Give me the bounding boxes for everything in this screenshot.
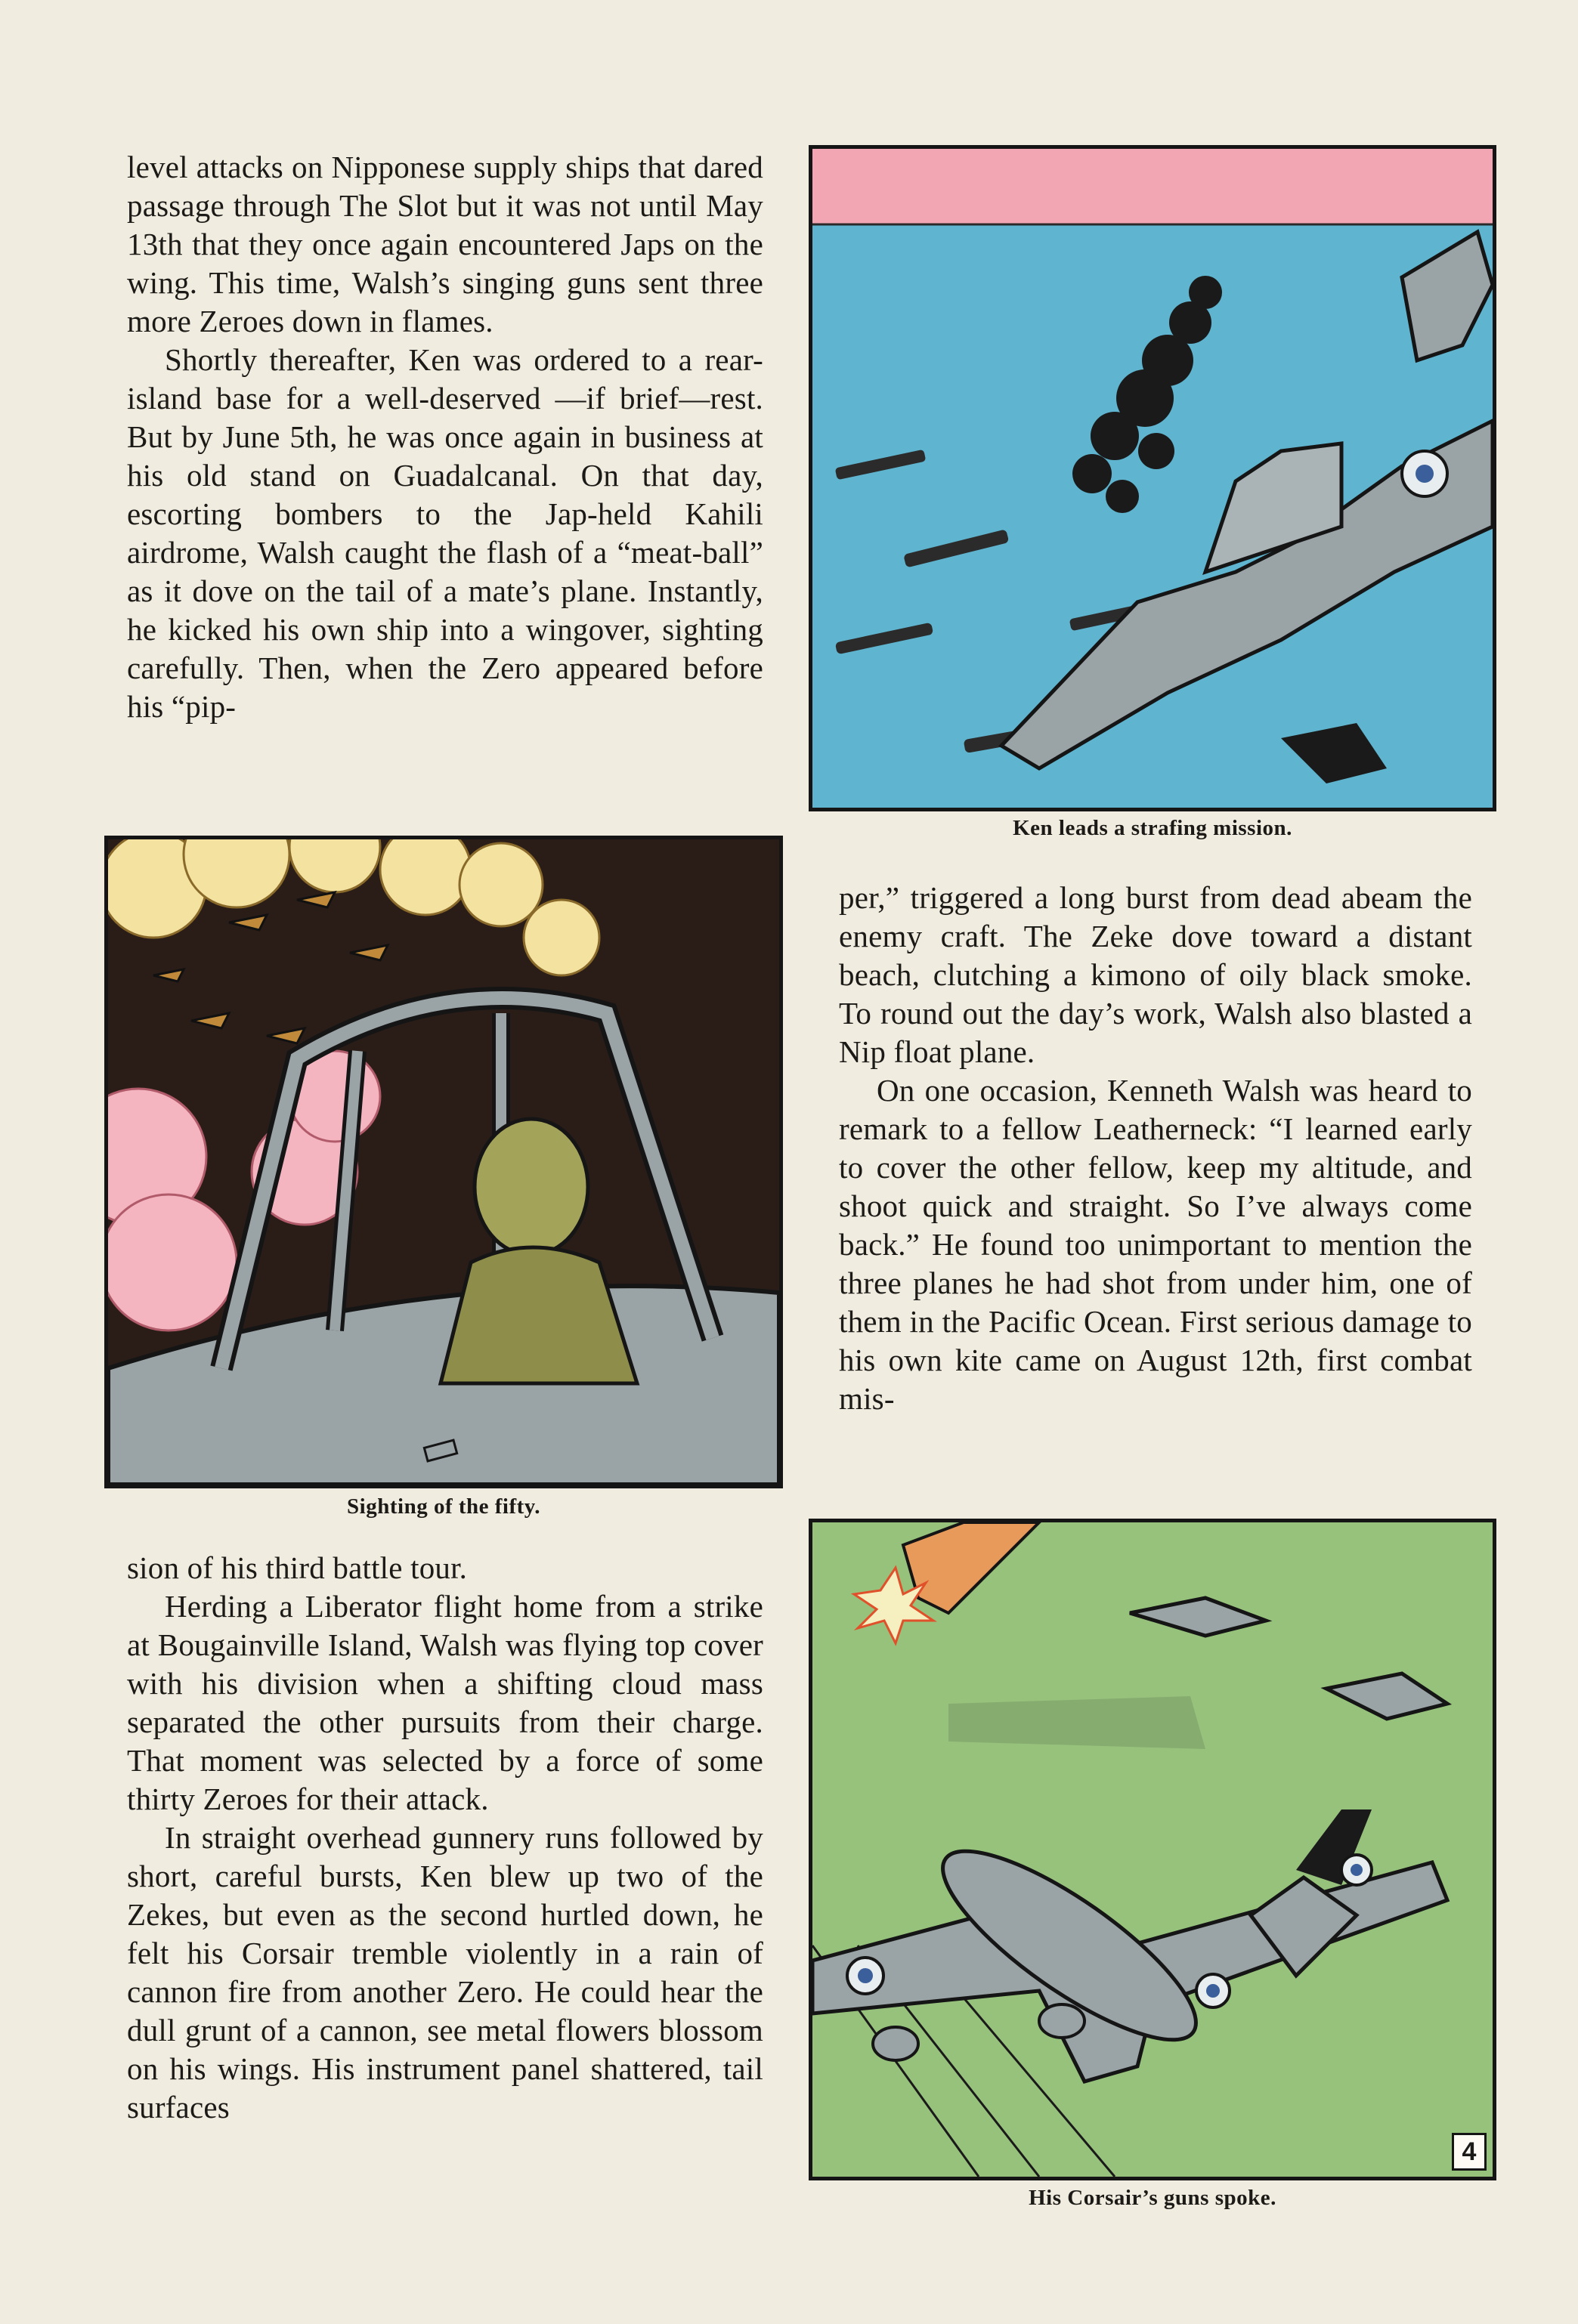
paragraph: Shortly thereafter, Ken was ordered to a rear-island base for a well-deserved —if brief—rest. But by June 5th, he was once again in business at his old stand on Guadalcanal. On that day, escorting bombers to the Jap-held Kahili airdrome, Walsh caught the flash of a “meat-ball” as it dove on the tail of a mate’s plane. Instantly, he kicked his own ship into a wingover, sighting carefully. Then, when the Zero appeared before his “pip- [127,342,763,724]
panel-sighting-cockpit [104,836,783,1488]
paragraph: In straight overhead gunnery runs followed by short, careful bursts, Ken blew up two of the Zekes, but even as the second hurtled down, he felt his Corsair tremble violently in a rain of cannon fire from another Zero. He could hear the dull grunt of a cannon, see metal flowers blossom on his wings. His instrument panel shattered, tail surfaces [127,1820,763,2125]
paragraph: per,” triggered a long burst from dead abeam the enemy craft. The Zeke dove toward a distant beach, clutching a kimono of oily black smoke. To round out the day’s work, Walsh also blasted a Nip float plane. [839,880,1472,1069]
corsair-dogfight-illustration [812,1522,1493,2177]
text-column-middle-right [839,879,1472,1418]
paragraph: Herding a Liberator flight home from a strike at Bougainville Island, Walsh was flying top cover with his division when a shifting cloud mass separated the other pursuits from their charge. That moment was selected by a force of some thirty Zeroes for their attack. [127,1589,763,1816]
caption-sighting-of-the-fifty: Sighting of the fifty. [347,1494,540,1519]
cockpit-illustration [108,839,779,1485]
panel-strafing-mission [809,145,1496,811]
caption-strafing-mission: Ken leads a strafing mission. [1013,816,1292,840]
page-number: 4 [1452,2133,1487,2171]
paragraph: On one occasion, Kenneth Walsh was heard to remark to a fellow Leatherneck: “I learned early to cover the other fellow, keep my altitude, and shoot quick and straight. So I’ve always come back.” He found too unimportant to mention the three planes he had shot from under him, one of them in the Pacific Ocean. First serious damage to his own kite came on August 12th, first combat mis- [839,1073,1472,1416]
paragraph: sion of his third battle tour. [127,1550,468,1585]
text-column-bottom-left [127,1549,763,2127]
paragraph: level attacks on Nipponese supply ships that dared passage through The Slot but it was not until May 13th that they once again encountered Japs on the wing. This time, Walsh’s singing guns sent three more Zeroes down in flames. [127,150,763,338]
panel-corsair-guns [809,1519,1496,2180]
text-column-top-left [127,148,763,726]
strafing-mission-illustration [812,149,1493,808]
caption-corsair-guns: His Corsair’s guns spoke. [1029,2186,1276,2210]
